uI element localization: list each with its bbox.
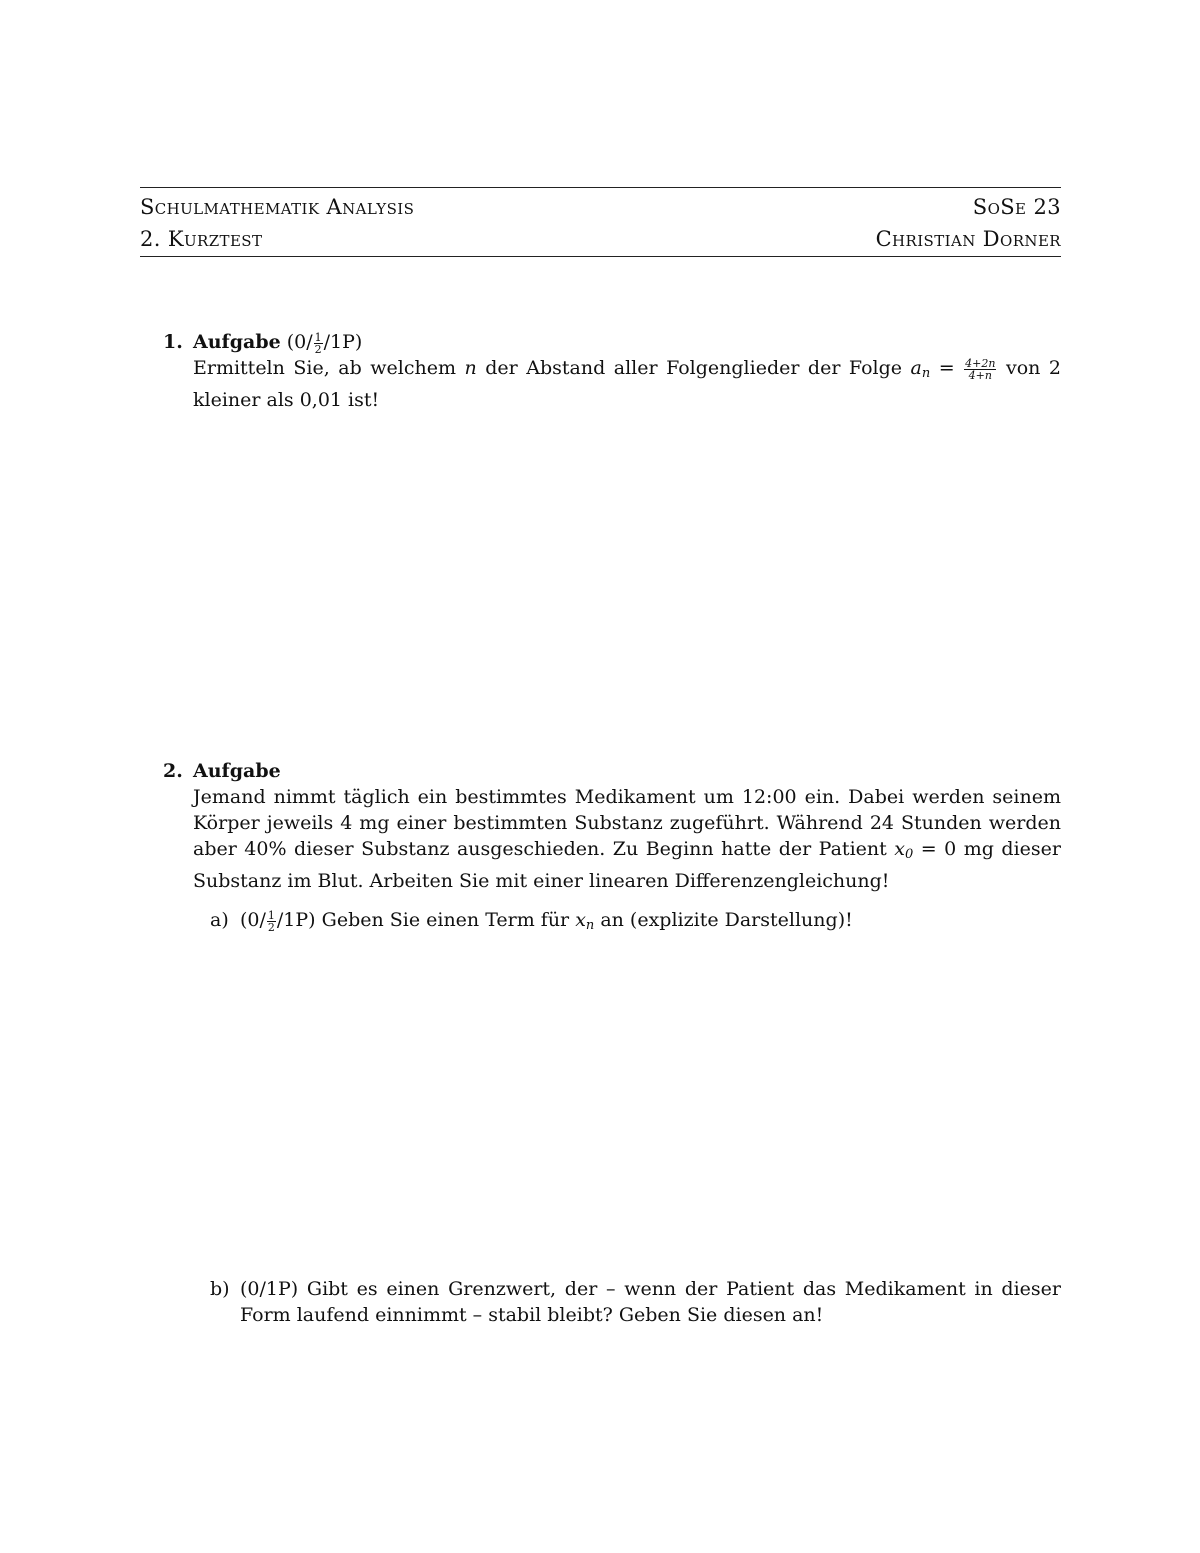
sequence-fraction: $\frac{4+2n}{4+n}$ bbox=[965, 356, 996, 382]
task-2a-text: (0/ $\frac{1}{2}$ /1P) Geben Sie einen Term für $x_n$ an (explizite Darstellung)! bbox=[240, 908, 853, 934]
task-2-heading bbox=[163, 758, 1061, 784]
task-2b-label: b) bbox=[210, 1278, 230, 1300]
task-2-number: 2. bbox=[163, 760, 183, 782]
task-1-number: 1. bbox=[163, 331, 183, 353]
task-2 bbox=[163, 758, 1061, 894]
half-fraction: $\frac{1}{2}$ bbox=[314, 330, 322, 356]
task-1-heading bbox=[163, 329, 1061, 355]
task-2a-points: (0/ $\frac{1}{2}$ /1P) bbox=[240, 908, 316, 934]
task-2a bbox=[210, 907, 1061, 939]
sequence-symbol: $a_n$ bbox=[910, 357, 931, 381]
task-2-text: Jemand nimmt täglich ein bestimmtes Medikament um 12:00 ein. Dabei werden seinem Körper jeweils 4 mg einer bestimmten Substanz zugeführt. Während 24 Stunden werden aber 40% dieser Substanz ausgeschieden. Zu Beginn hatte der Patient $x_0 = 0$ mg dieser Substanz im Blut. Arbeiten Sie mit einer linearen Differenzengleichung! bbox=[193, 786, 1061, 892]
task-1-points: (0/ $\frac{1}{2}$ /1P) bbox=[286, 330, 363, 356]
variable-n: n bbox=[464, 357, 477, 379]
header-top-rule bbox=[140, 187, 1061, 188]
task-1-title: Aufgabe bbox=[193, 331, 281, 353]
x0-symbol: $x_0$ bbox=[894, 838, 914, 862]
half-fraction: $\frac{1}{2}$ bbox=[267, 908, 275, 934]
page-header bbox=[140, 187, 1061, 257]
task-2b-points: (0/1P) bbox=[240, 1278, 299, 1300]
task-2b-text: (0/1P) Gibt es einen Grenzwert, der – wenn der Patient das Medikament in dieser Form laufend einnimmt – stabil bleibt? Geben Sie diesen an! bbox=[240, 1278, 1061, 1326]
task-2b bbox=[210, 1276, 1061, 1328]
header-row-1 bbox=[140, 191, 1061, 223]
task-2-title: Aufgabe bbox=[193, 760, 281, 782]
header-bottom-rule bbox=[140, 256, 1061, 257]
task-2a-label: a) bbox=[210, 909, 229, 931]
task-1 bbox=[163, 329, 1061, 413]
semester: SoSe 23 bbox=[972, 195, 1061, 219]
test-name: 2. Kurztest bbox=[140, 227, 263, 251]
author-name: Christian Dorner bbox=[875, 227, 1061, 251]
header-row-2 bbox=[140, 223, 1061, 255]
task-1-text: Ermitteln Sie, ab welchem n der Abstand aller Folgenglieder der Folge $a_n$ = $\frac{4+2n}{4+n}$ von 2 kleiner als 0,01 ist! bbox=[193, 356, 1062, 411]
xn-symbol: $x_n$ bbox=[575, 909, 595, 933]
course-title: Schulmathematik Analysis bbox=[140, 195, 415, 219]
